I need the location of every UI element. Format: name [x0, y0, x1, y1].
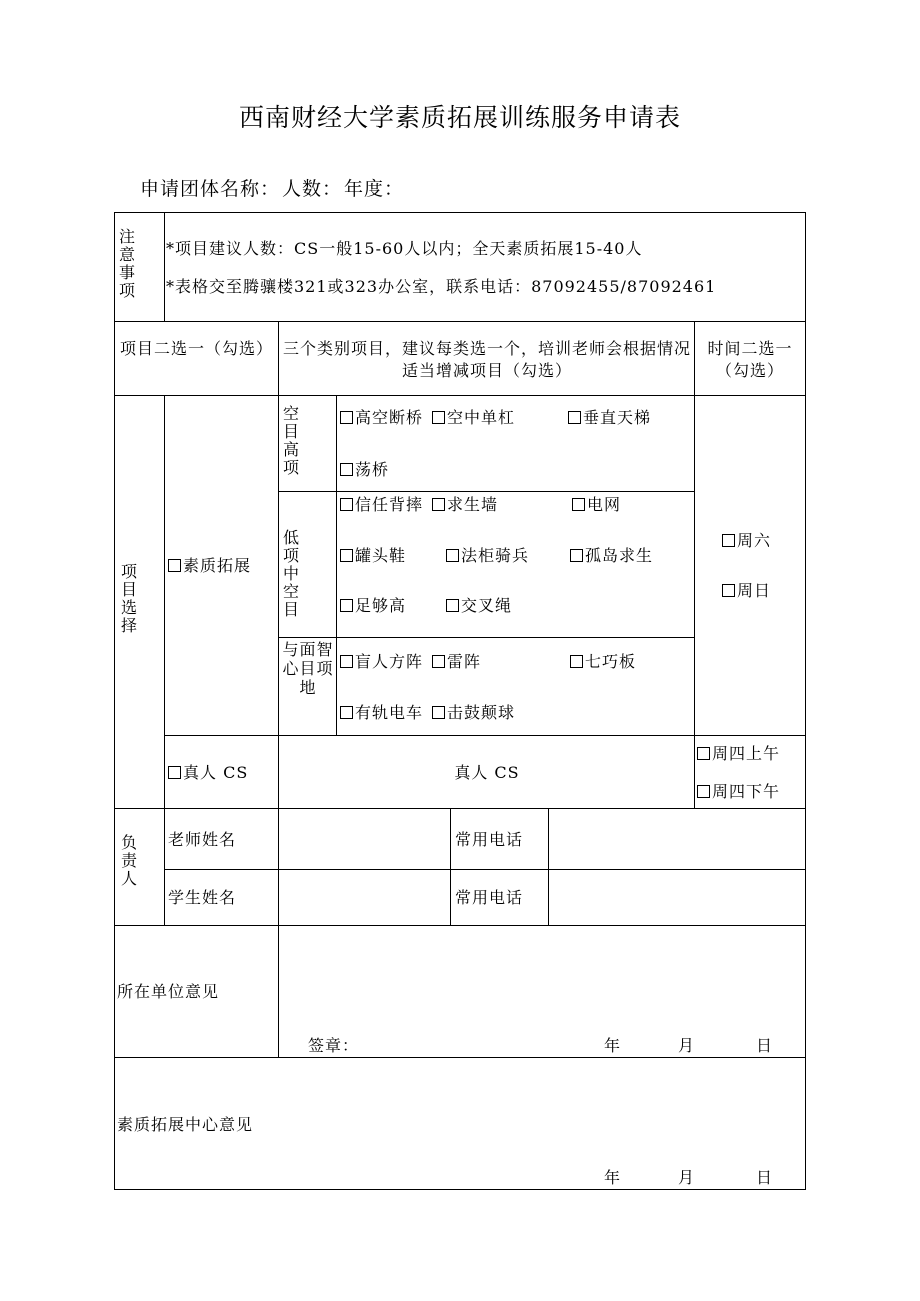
unit-opinion-label: 所在单位意见 — [117, 982, 220, 1001]
option-drum-ball[interactable]: 击鼓颠球 — [432, 703, 515, 723]
option-tangram[interactable]: 七巧板 — [570, 652, 636, 672]
center-date-day: 日 — [756, 1168, 774, 1187]
checkbox-icon[interactable] — [446, 549, 459, 562]
student-phone-label: 常用电话 — [455, 888, 524, 907]
checkbox-icon[interactable] — [697, 785, 710, 798]
option-high-bar[interactable]: 空中单杠 — [432, 408, 515, 428]
center-date-year: 年 — [604, 1168, 622, 1187]
category-low-label: 低项中空目 — [282, 528, 299, 619]
checkbox-icon[interactable] — [340, 549, 353, 562]
notice-line-2: *表格交至腾骧楼321或323办公室，联系电话：87092455/87092461 — [166, 277, 717, 296]
student-name-label: 学生姓名 — [168, 888, 237, 907]
teacher-name-field[interactable] — [279, 809, 450, 869]
checkbox-icon[interactable] — [340, 463, 353, 476]
page-title: 西南财经大学素质拓展训练服务申请表 — [238, 103, 681, 132]
checkbox-icon[interactable] — [340, 411, 353, 424]
checkbox-icon[interactable] — [432, 411, 445, 424]
teacher-phone-field[interactable] — [549, 809, 805, 869]
option-high-enough[interactable]: 足够高 — [340, 596, 406, 616]
unit-date-month: 月 — [678, 1036, 696, 1055]
time-thursday-morning[interactable]: 周四上午 — [697, 744, 780, 764]
category-ground-label: 与面智心目项地 — [282, 640, 334, 697]
option-mine-field[interactable]: 雷阵 — [432, 652, 481, 672]
cs-content: 真人 CS — [454, 763, 520, 782]
option-electric-net[interactable]: 电网 — [572, 495, 621, 515]
year-label: 年度： — [344, 178, 405, 200]
checkbox-icon[interactable] — [168, 559, 181, 572]
header-project-choice: 项目二选一（勾选） — [120, 339, 274, 358]
checkbox-icon[interactable] — [722, 534, 735, 547]
checkbox-icon[interactable] — [432, 706, 445, 719]
checkbox-icon[interactable] — [340, 655, 353, 668]
category-high-label: 空目高项 — [282, 404, 299, 477]
unit-date-day: 日 — [756, 1036, 774, 1055]
unit-sign-label: 签章： — [308, 1036, 360, 1055]
checkbox-icon[interactable] — [432, 498, 445, 511]
checkbox-icon[interactable] — [168, 766, 181, 779]
option-blind-square[interactable]: 盲人方阵 — [340, 652, 423, 672]
notice-label: 注意事项 — [118, 227, 135, 300]
student-phone-field[interactable] — [549, 870, 805, 925]
people-count-label: 人数： — [282, 178, 343, 200]
option-high-bridge[interactable]: 高空断桥 — [340, 408, 423, 428]
time-thursday-afternoon[interactable]: 周四下午 — [697, 782, 780, 802]
checkbox-icon[interactable] — [697, 747, 710, 760]
header-time-choice: 时间二选一（勾选） — [707, 339, 793, 380]
option-can-shoes[interactable]: 罐头鞋 — [340, 546, 406, 566]
time-sunday[interactable]: 周日 — [722, 581, 771, 601]
cs-option[interactable]: 真人 CS — [168, 763, 248, 783]
header-fields — [140, 174, 406, 201]
option-trust-fall[interactable]: 信任背摔 — [340, 495, 423, 515]
teacher-phone-label: 常用电话 — [455, 830, 524, 849]
checkbox-icon[interactable] — [340, 706, 353, 719]
responsible-label: 负责人 — [120, 833, 137, 888]
checkbox-icon[interactable] — [340, 498, 353, 511]
center-opinion-label: 素质拓展中心意见 — [117, 1115, 254, 1134]
checkbox-icon[interactable] — [570, 655, 583, 668]
option-tram[interactable]: 有轨电车 — [340, 703, 423, 723]
checkbox-icon[interactable] — [432, 655, 445, 668]
notice-line-1: *项目建议人数：CS一般15-60人以内；全天素质拓展15-40人 — [166, 239, 643, 258]
option-island-survival[interactable]: 孤岛求生 — [570, 546, 653, 566]
group-name-label: 申请团体名称： — [140, 178, 281, 200]
center-opinion-field[interactable] — [279, 1058, 805, 1188]
time-saturday[interactable]: 周六 — [722, 531, 771, 551]
checkbox-icon[interactable] — [568, 411, 581, 424]
option-vertical-ladder[interactable]: 垂直天梯 — [568, 408, 651, 428]
header-category-note: 三个类别项目，建议每类选一个，培训老师会根据情况适当增减项目（勾选） — [282, 339, 691, 380]
option-survival-wall[interactable]: 求生墙 — [432, 495, 498, 515]
option-swing-bridge[interactable]: 荡桥 — [340, 460, 389, 480]
student-name-field[interactable] — [279, 870, 450, 925]
checkbox-icon[interactable] — [446, 599, 459, 612]
checkbox-icon[interactable] — [570, 549, 583, 562]
unit-date-year: 年 — [604, 1036, 622, 1055]
project-selection-label: 项目选择 — [120, 562, 137, 635]
teacher-name-label: 老师姓名 — [168, 830, 237, 849]
checkbox-icon[interactable] — [572, 498, 585, 511]
option-cross-rope[interactable]: 交叉绳 — [446, 596, 512, 616]
checkbox-icon[interactable] — [340, 599, 353, 612]
center-date-month: 月 — [678, 1168, 696, 1187]
checkbox-icon[interactable] — [722, 584, 735, 597]
quality-expansion-option[interactable]: 素质拓展 — [168, 556, 251, 576]
option-cabinet-cavalry[interactable]: 法柜骑兵 — [446, 546, 529, 566]
